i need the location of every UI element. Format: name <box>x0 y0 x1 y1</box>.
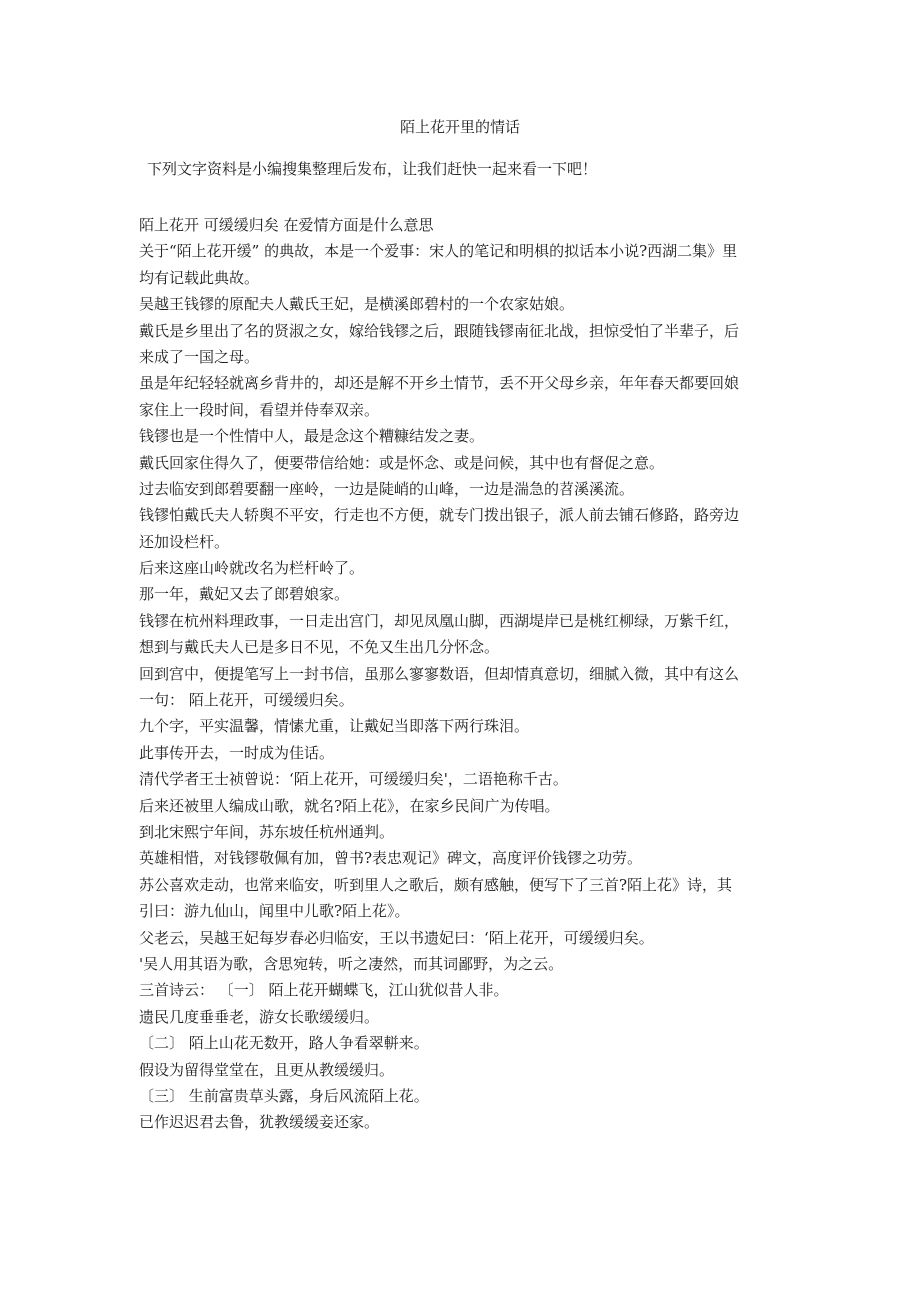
intro-paragraph: 下列文字资料是小编搜集整理后发布，让我们赶快一起来看一下吧！ <box>147 160 598 178</box>
text-line: 清代学者王士祯曾说：‘陌上花开，可缓缓归矣'，二语艳称千古。 <box>139 770 568 789</box>
text-line: 到北宋熙宁年间，苏东坡任杭州通判。 <box>139 822 395 841</box>
text-line: 戴氏是乡里出了名的贤淑之女，嫁给钱镠之后，跟随钱镠南征北战，担惊受怕了半辈子，后 <box>139 321 740 340</box>
text-line: '吴人用其语为歌，含思宛转，听之凄然，而其词鄙野，为之云。 <box>139 954 564 973</box>
text-line: 〔三〕 生前富贵草头露，身后风流陌上花。 <box>139 1086 429 1105</box>
text-line: 还加设栏杆。 <box>139 532 230 551</box>
text-line: 苏公喜欢走动，也常来临安，听到里人之歌后，颇有感触，便写下了三首?陌上花》诗，其 <box>139 875 733 894</box>
text-line: 想到与戴氏夫人已是多日不见，不免又生出几分怀念。 <box>139 638 500 657</box>
text-line: 关于“陌上花开缓” 的典故，本是一个爱事：宋人的笔记和明椇的拟话本小说?西湖二集》里 <box>139 242 738 261</box>
text-line: 戴氏回家住得久了，便要带信给她：或是怀念、或是问候，其中也有督促之意。 <box>139 453 665 472</box>
text-line: 来成了一国之母。 <box>139 347 260 366</box>
text-line: 父老云，吴越王妃每岁春必归临安，王以书遗妃曰：‘陌上花开，可缓缓归矣。 <box>139 928 654 947</box>
text-line: 一句： 陌上花开，可缓缓归矣。 <box>139 691 354 710</box>
text-line: 那一年，戴妃又去了郎碧娘家。 <box>139 585 350 604</box>
text-line: 九个字，平实温馨，情愫尤重，让戴妃当即落下两行珠泪。 <box>139 717 530 736</box>
text-line: 钱镠在杭州料理政事，一日走出宫门，却见凤凰山脚，西湖堤岸已是桃红柳绿，万紫千红， <box>139 611 740 630</box>
text-line: 后来这座山岭就改名为栏杆岭了。 <box>139 559 365 578</box>
text-line: 此事传开去，一时成为佳话。 <box>139 743 335 762</box>
document-body <box>139 212 789 1136</box>
document-title: 陌上花开里的情话 <box>399 118 520 136</box>
text-line: 回到宫中，便提笔写上一封书信，虽那么寥寥数语，但却情真意切，细腻入微，其中有这么 <box>139 664 740 683</box>
text-line: 引曰：游九仙山，闻里中儿歌?陌上花》。 <box>139 902 410 921</box>
text-line: 吴越王钱镠的原配夫人戴氏王妃，是横溪郎碧村的一个农家姑娘。 <box>139 295 575 314</box>
text-line: 钱镠也是一个性情中人，最是念这个糟糠结发之妻。 <box>139 427 485 446</box>
text-line: 过去临安到郎碧要翻一座岭，一边是陡峭的山峰，一边是湍急的苕溪溪流。 <box>139 479 635 498</box>
text-line: 后来还被里人编成山歌，就名?陌上花》，在家乡民间广为传唱。 <box>139 796 560 815</box>
text-line: 陌上花开 可缓缓归矣 在爱情方面是什么意思 <box>139 216 434 234</box>
text-line: 钱镠怕戴氏夫人轿舆不平安，行走也不方便，就专门拨出银子，派人前去铺石修路，路旁边 <box>139 506 740 525</box>
text-line: 虽是年纪轻轻就离乡背井的，却还是解不开乡土情节，丢不开父母乡亲，年年春天都要回娘 <box>139 374 740 393</box>
text-line: 遗民几度垂垂老，游女长歌缓缓归。 <box>139 1007 380 1026</box>
text-line: 均有记载此典故。 <box>139 268 260 287</box>
text-line: 已作迟迟君去鲁，犹教缓缓妾还家。 <box>139 1113 380 1132</box>
text-line: 英雄相惜，对钱镠敬佩有加，曾书?表忠观记》碑文，高度评价钱镠之功劳。 <box>139 849 643 868</box>
text-line: 〔二〕 陌上山花无数开，路人争看翠軿来。 <box>139 1034 429 1053</box>
text-line: 假设为留得堂堂在，且更从教缓缓归。 <box>139 1060 395 1079</box>
text-line: 三首诗云： 〔一〕 陌上花开蝴蝶飞，江山犹似昔人非。 <box>139 981 509 1000</box>
text-line: 家住上一段时间，看望并侍奉双亲。 <box>139 400 380 419</box>
